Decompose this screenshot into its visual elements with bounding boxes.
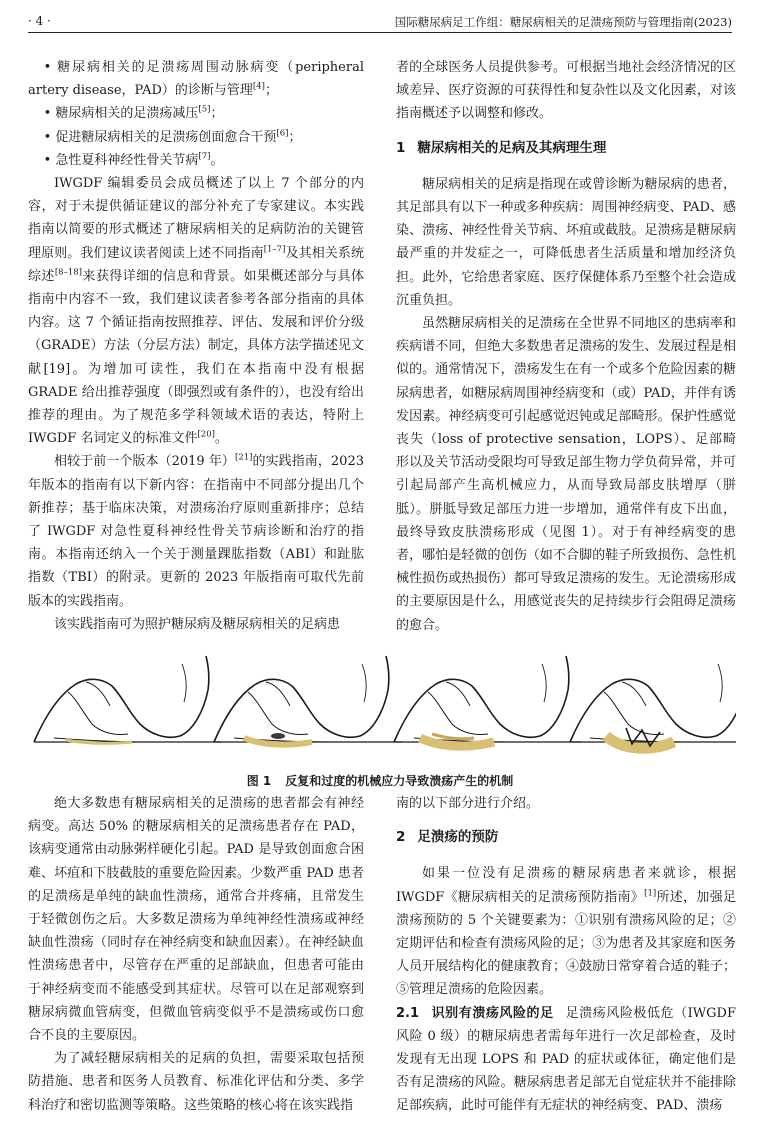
left-column-top xyxy=(28,56,364,636)
paragraph: 者的全球医务人员提供参考。可根据当地社会经济情况的区域差异、医疗资源的可获得性和复杂性以及文化因素，对该指南概述予以调整和修改。 xyxy=(396,60,736,122)
paragraph: 该实践指南可为照护糖尿病及糖尿病相关的足病患 xyxy=(54,616,341,632)
right-column-bottom xyxy=(396,792,736,1118)
figure-caption: 图 1 反复和过度的机械应力导致溃疡产生的机制 xyxy=(246,774,514,788)
section-heading-1: 1 糖尿病相关的足病及其病理生理 xyxy=(396,139,607,156)
paragraph: 虽然糖尿病相关的足溃疡在全世界不同地区的患病率和疾病谱不同，但绝大多数患者足溃疡的发生、发展过程是相似的。通常情况下，溃疡发生在有一个或多个危险因素的糖尿病患者，如糖尿病周围神经病变和（或）PAD，并伴有诱发因素。神经病变可引起感觉迟钝或足部畸形。保护性感觉丧失（loss of protective sensation，LOPS）、足部畸形以及关节活动受限均可导致足部生物力学负荷异常，并可引起局部产生高机械应力，从而导致局部皮肤增厚（胼胝）。胼胝导致足部压力进一步增加，通常伴有皮下出血，最终导致皮肤溃疡形成（见图 1）。对于有神经病变的患者，哪怕是轻微的创伤（如不合脚的鞋子所致损伤、急性机械性损伤或热损伤）都可导致足溃疡的发生。无论溃疡形成的主要原因是什么，用感觉丧失的足持续步行会阻碍足溃疡的愈合。 xyxy=(396,316,736,633)
running-title: 国际糖尿病足工作组：糖尿病相关的足溃疡预防与管理指南(2023) xyxy=(394,15,732,29)
figure-1 xyxy=(28,648,736,758)
subsection-2-1: 2.1 识别有溃疡风险的足 足溃疡风险极低危（IWGDF 风险 0 级）的糖尿病患者需每年进行一次足部检查，及时发现有无出现 LOPS 和 PAD 的症状或体征，确定他们是否有足溃疡的风险。糖尿病患者足部无自觉症状并不能排除足部疾病，此时可能伴有无症状的神经病变、PAD、溃疡 xyxy=(396,1005,736,1114)
paragraph: 糖尿病相关的足病是指现在或曾诊断为糖尿病的患者，其足部具有以下一种或多种疾病：周围神经病变、PAD、感染、溃疡、神经性骨关节病、坏疽或截肢。足溃疡是糖尿病最严重的并发症之一，可降低患者生活质量和增加经济负担。此外，它给患者家庭、医疗保健体系乃至整个社会造成沉重负担。 xyxy=(396,176,736,308)
paragraph: 为了减轻糖尿病相关的足病的负担，需要采取包括预防措施、患者和医务人员教育、标准化评估和分类、多学科治疗和密切监测等策略。这些策略的核心将在该实践指 xyxy=(28,1051,364,1113)
paragraph: 如果一位没有足溃疡的糖尿病患者来就诊，根据 IWGDF《糖尿病相关的足溃疡预防指南》[1]所述，加强足溃疡预防的 5 个关键要素为：①识别有溃疡风险的足；②定期评估和检查有溃疡风险的足；③为患者及其家庭和医务人员开展结构化的健康教育；④鼓励日常穿着合适的鞋子；⑤管理足溃疡的危险因素。 xyxy=(396,866,736,998)
running-header xyxy=(28,10,732,33)
subcutaneous-bleeding-mark xyxy=(271,733,285,739)
foot-ulcer-mechanism-illustration xyxy=(28,648,736,758)
page-number: · 4 · xyxy=(28,14,51,28)
right-column-top xyxy=(396,56,736,637)
section-heading-2: 2 足溃疡的预防 xyxy=(396,829,499,846)
paragraph: 相较于前一个版本（2019 年）[21]的实践指南，2023 年版本的指南有以下新内容：在指南中不同部分提出几个新推荐；基于临床决策，对溃疡治疗原则重新排序；总结了 IWGDF 对急性夏科神经性骨关节病诊断和治疗的指南。本指南还纳入一个关于测量踝肱指数（ABI）和趾肱指数（TBI）的附录。更新的 2023 年版指南可取代先前版本的实践指南。 xyxy=(28,453,364,609)
bullet-item: • 促进糖尿病相关的足溃疡创面愈合干预[6]； xyxy=(43,128,302,145)
left-column-bottom xyxy=(28,792,364,1117)
bullet-item: • 糖尿病相关的足溃疡周围动脉病变（peripheral artery disease，PAD）的诊断与管理[4]； xyxy=(28,60,364,99)
paragraph: 南的以下部分进行介绍。 xyxy=(396,796,540,811)
bullet-item: • 糖尿病相关的足溃疡减压[5]； xyxy=(43,105,224,122)
paragraph: 绝大多数患有糖尿病相关的足溃疡的患者都会有神经病变。高达 50% 的糖尿病相关的足溃疡患者存在 PAD，该病变通常由动脉粥样硬化引起。PAD 是导致创面愈合困难、坏疽和下肢截肢的重要危险因素。少数严重 PAD 患者的足溃疡是单纯的缺血性溃疡，通常合并疼痛，且常发生于轻微创伤之后。大多数足溃疡为单纯神经性溃疡或神经缺血性溃疡（同时存在神经病变和缺血因素）。在神经缺血性溃疡患者中，尽管存在严重的足部缺血，但患者可能由于神经病变而不能感受到其症状。尽管可以在足部观察到糖尿病微血管病变，但微血管病变似乎不是溃疡或伤口愈合不良的主要原因。 xyxy=(28,796,364,1044)
bullet-item: • 急性夏科神经性骨关节病[7]。 xyxy=(43,151,224,168)
paragraph: IWGDF 编辑委员会成员概述了以上 7 个部分的内容，对于未提供循证建议的部分补充了专家建议。本实践指南以简要的形式概述了糖尿病相关的足病防治的关键管理原则。我们建议读者阅读上述不同指南[1–7]及其相关系统综述[8–18]来获得详细的信息和背景。如果概述部分与具体指南中内容不一致，我们建议读者参考各部分指南的具体内容。这 7 个循证指南按照推荐、评估、发展和评价分级（GRADE）方法（分层方法）制定，具体方法学描述见文献[19]。为增加可读性，我们在本指南中没有根据 GRADE 给出推荐强度（即强烈或有条件的），也没有给出推荐的理由。为了规范多学科领域术语的表达，特附上 IWGDF 名词定义的标准文件[20]。 xyxy=(28,176,364,447)
